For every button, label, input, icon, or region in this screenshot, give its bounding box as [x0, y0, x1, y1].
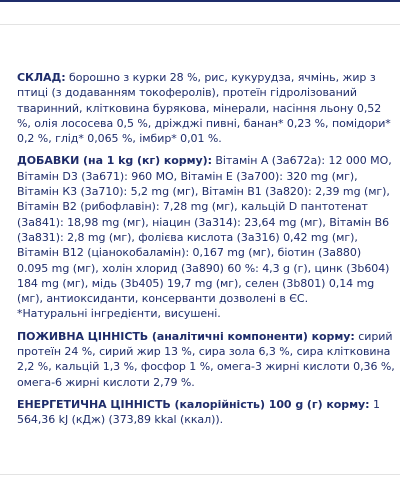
composition-section [17, 70, 395, 146]
nutrition-section [17, 329, 395, 390]
bottom-divider [0, 474, 400, 475]
energy-heading: ЕНЕРГЕТИЧНА ЦІННІСТЬ (калорійність) 100 g (г) корму: [17, 397, 370, 411]
natural-ingredients-note: *Натуральні інгредієнти, висушені. [17, 307, 221, 321]
nutrition-heading: ПОЖИВНА ЦІННІСТЬ (аналітичні компоненти) корму: [17, 329, 355, 343]
top-accent-line [0, 0, 400, 2]
composition-paragraph [17, 70, 395, 146]
additives-section [17, 153, 395, 321]
additives-heading: ДОБАВКИ (на 1 kg (кг) корму): [17, 154, 212, 168]
product-label-text [17, 70, 395, 435]
energy-section [17, 397, 395, 428]
composition-heading: СКЛАД: [17, 71, 66, 84]
additives-text: Вітамін А (3a672a): 12 000 МО, Вітамін D3 (3a671): 960 МО, Вітамін Е (3a700): 320 mg (мг), Вітамін К3 (3a710): 5,2 mg (мг), Вітамін B1 (3a820): 2,39 mg (мг), Вітамін B2 (рибофлавін): 7,28 mg (мг), кальцій D пантотенат (3a841): 18,98 mg (мг), ніацин (3a314): 23,64 mg (мг), Вітамін B6 (3a831): 2,8 mg (мг), фолієва кислота (3a316) 0,42 mg (мг), Вітамін B12 (ціанокобаламін): 0,167 mg (мг), біотин (3a880) 0.095 mg (мг), холін хлорид (3a890) 60 %: 4,3 g (г), цинк (3b604) 184 mg (мг), мідь (3b405) 19,7 mg (мг), селен (3b801) 0,14 mg (мг), антиоксиданти, консерванти дозволені в ЄС. [17, 154, 392, 306]
energy-paragraph [17, 397, 395, 428]
energy-text: 1 564,36 kJ (кДж) (373,89 kkal (ккал)). [17, 397, 380, 427]
nutrition-paragraph [17, 329, 395, 390]
nutrition-text: сирий протеїн 24 %, сирий жир 13 %, сира зола 6,3 %, сира клітковина 2,2 %, кальцій 1,3 %, фосфор 1 %, омега-3 жирні кислоти 0,36 %, омега-6 жирні кислоти 2,79 %. [17, 329, 395, 389]
composition-text: борошно з курки 28 %, рис, кукурудза, ячмінь, жир з птиці (з додаванням токоферолів), протеїн гідролізований тваринний, клітковина бурякова, мінерали, насіння льону 0,52 %, олія лососева 0,5 %, дріжджі пивні, банан* 0,23 %, помідори* 0,2 %, глід* 0,065 %, імбир* 0,01 %. [17, 71, 391, 146]
additives-paragraph [17, 153, 395, 306]
top-divider [0, 24, 400, 25]
